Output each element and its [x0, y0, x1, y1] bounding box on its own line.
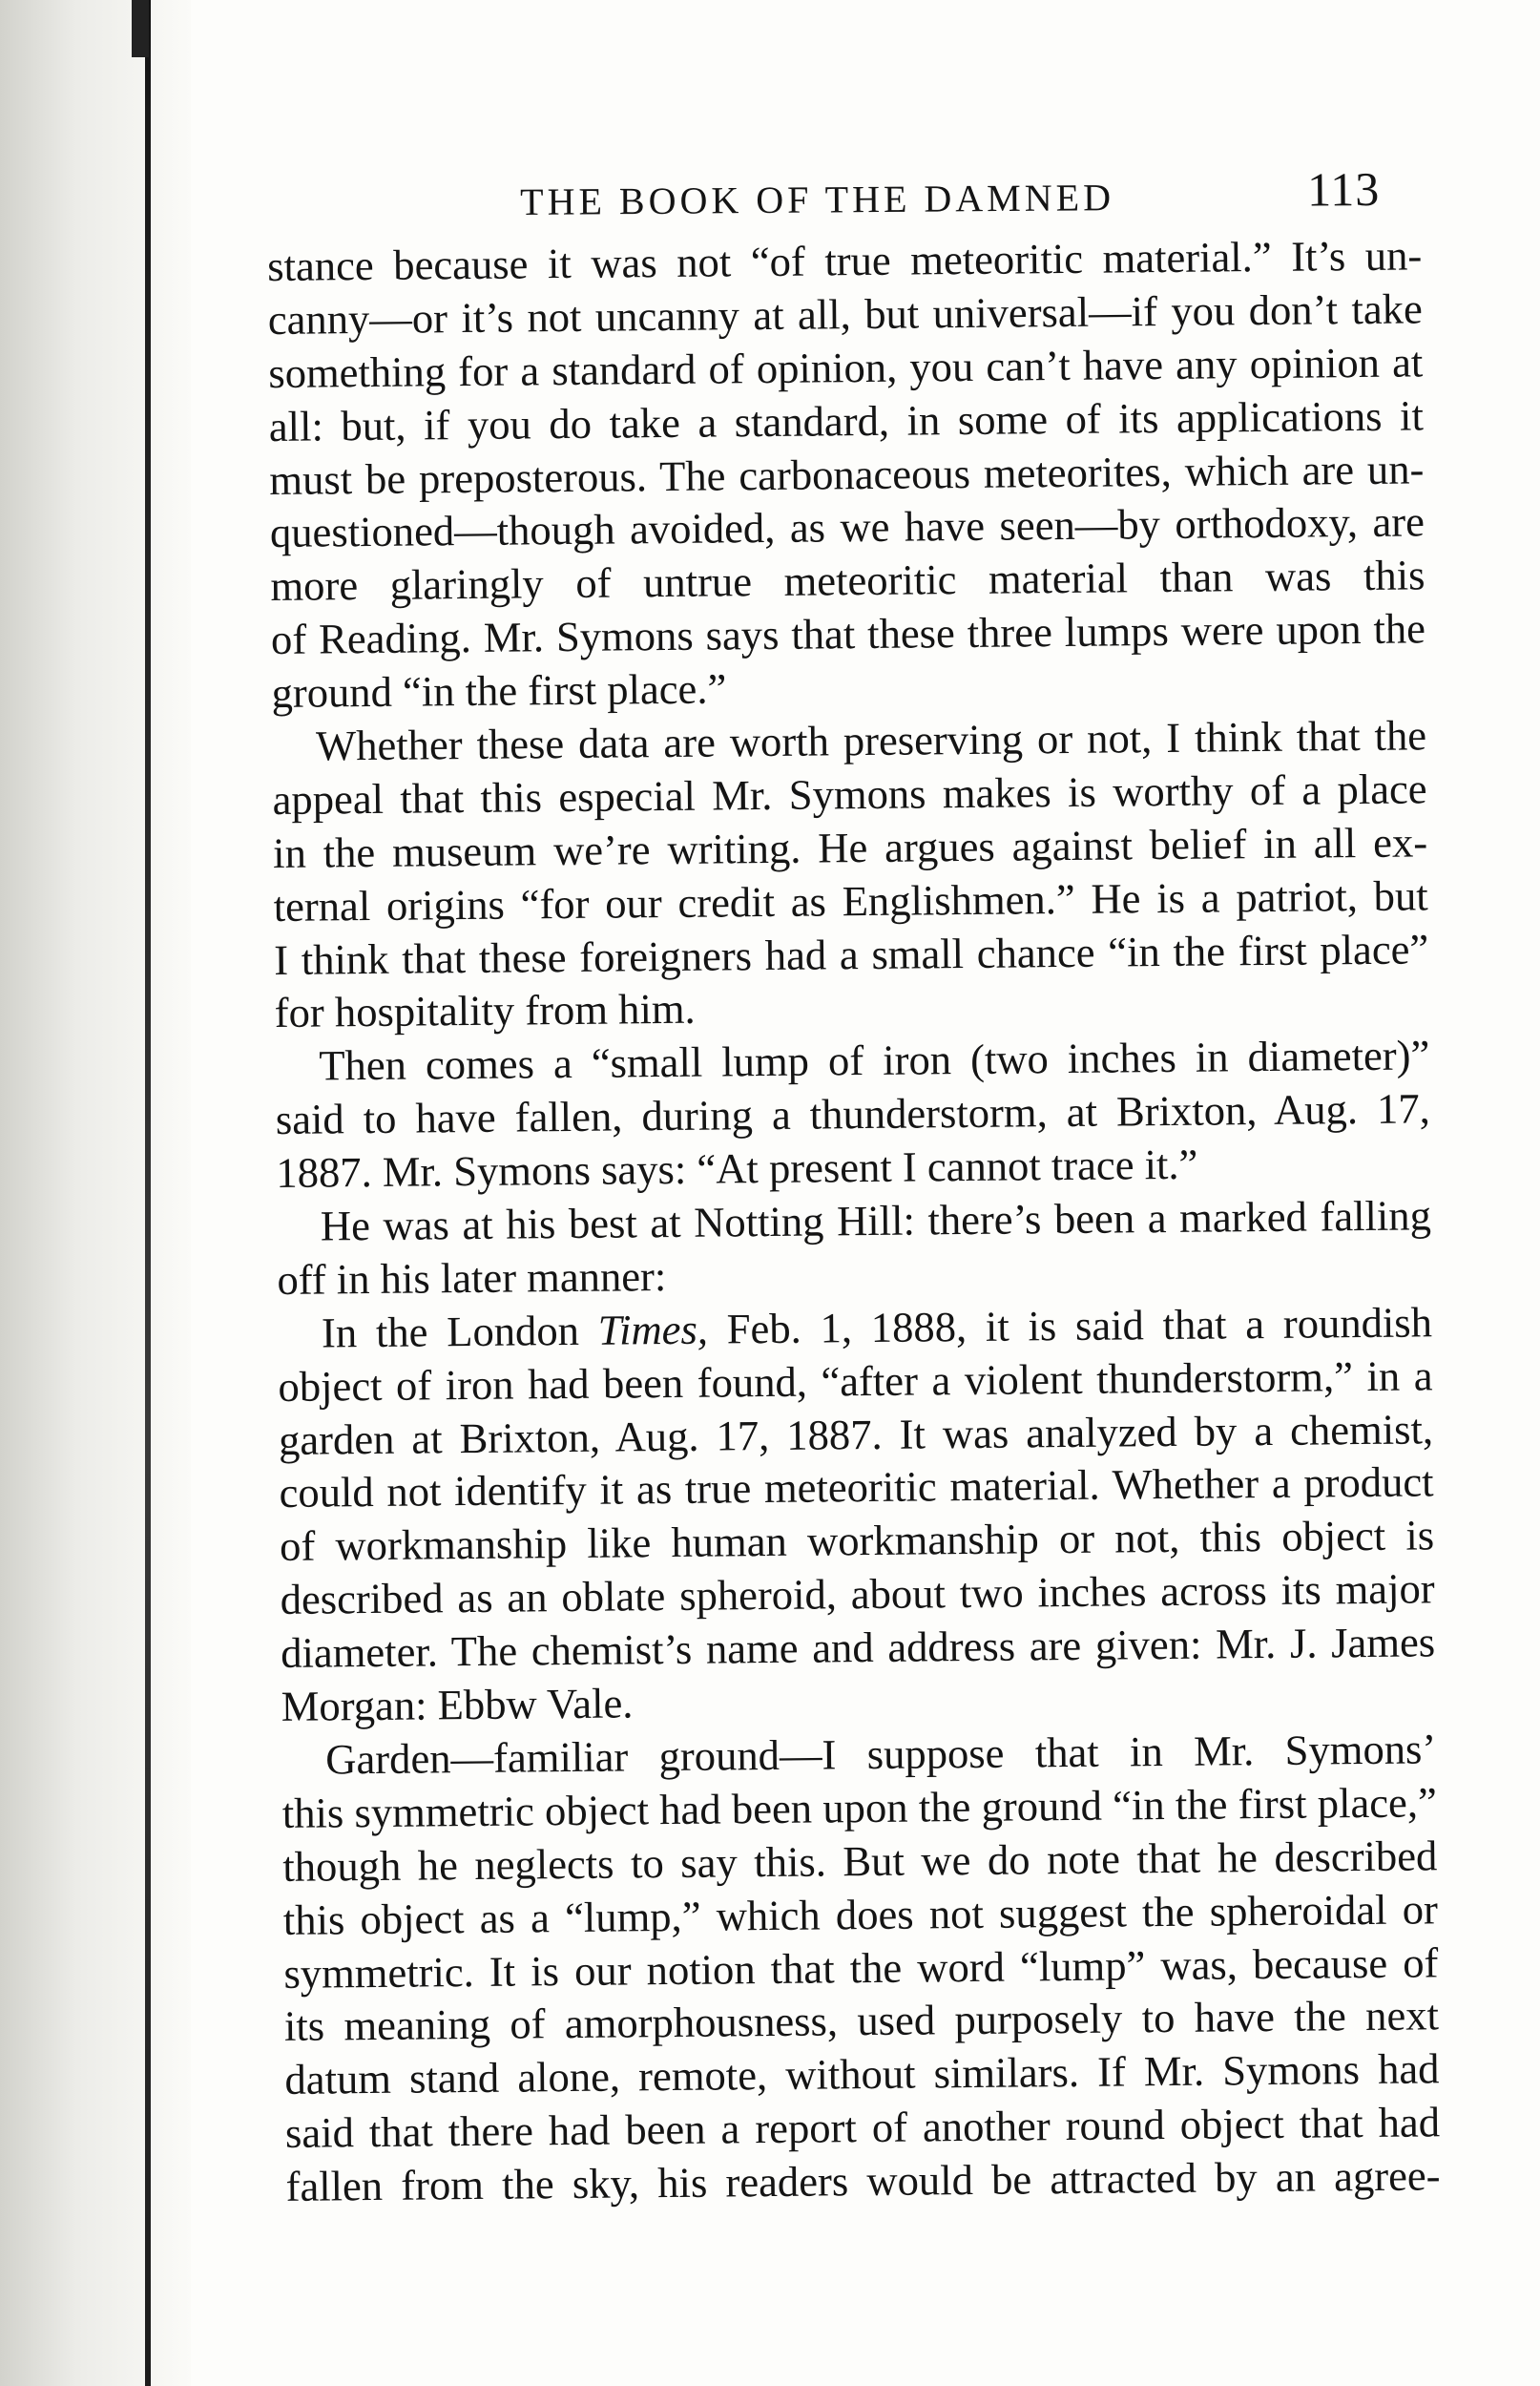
text-line: Morgan: Ebbw Vale. — [281, 1679, 634, 1730]
text-line: questioned—though avoided, as we have seen—by orthodoxy, are — [269, 497, 1426, 557]
binding-edge — [145, 0, 151, 2386]
text-line: something for a standard of opinion, you can’t have any opinion at — [268, 338, 1424, 397]
text-line: could not identify it as true meteoritic material. Whether a product — [279, 1457, 1434, 1517]
text-line: though he neglects to say this. But we do note that he described — [282, 1831, 1438, 1891]
text-line: said to have fallen, during a thunderstorm, at Brixton, Aug. 17, — [275, 1084, 1431, 1144]
text-line: garden at Brixton, Aug. 17, 1887. It was analyzed by a chemist, — [278, 1404, 1434, 1464]
text-line: off in his later manner: — [277, 1251, 667, 1304]
text-line: this object as a “lump,” which does not suggest the spheroidal or — [282, 1884, 1439, 1944]
text-line: stance because it was not “of true meteoritic material.” It’s un- — [267, 231, 1423, 290]
text-line: this symmetric object had been upon the ground “in the first place,” — [281, 1778, 1438, 1837]
text-segment: In the London — [321, 1306, 598, 1357]
text-line: of Reading. Mr. Symons says that these three lumps were upon the — [270, 604, 1426, 664]
running-title: THE BOOK OF THE DAMNED — [520, 176, 1115, 223]
text-segment: Feb. 1, 1888, it is said that a roundish — [707, 1298, 1433, 1353]
text-line: Whether these data are worth preserving or not, I think that the — [315, 711, 1427, 770]
text-line: I think that these foreigners had a small chance “in the first place” — [273, 924, 1429, 984]
binding-shadow — [0, 0, 191, 2386]
text-line: ground “in the first place.” — [271, 664, 727, 718]
text-line: symmetric. It is our notion that the word “lump” was, because of — [283, 1937, 1439, 1998]
text-line: its meaning of amorphousness, used purposely to have the next — [283, 1991, 1440, 2051]
text-line: described as an oblate spheroid, about two inches across its major — [280, 1564, 1435, 1624]
text-line: more glaringly of untrue meteoritic material than was this — [270, 551, 1426, 611]
text-line: diameter. The chemist’s name and address are given: Mr. J. James — [280, 1618, 1436, 1678]
text-line: for hospitality from him. — [274, 985, 696, 1037]
text-line: Garden—familiar ground—I suppose that in Mr. Symons’ — [325, 1725, 1437, 1784]
text-line: in the museum we’re writing. He argues against belief in all ex- — [272, 818, 1428, 877]
text-line: canny—or it’s not uncanny at all, but universal—if you don’t take — [267, 284, 1423, 344]
text-line: He was at his best at Notting Hill: there’s been a marked falling — [320, 1191, 1432, 1250]
text-line: appeal that this especial Mr. Symons makes is worthy of a place — [272, 764, 1427, 824]
italic-newspaper-title: Times, — [597, 1305, 709, 1354]
text-line: datum stand alone, remote, without similars. If Mr. Symons had — [284, 2044, 1440, 2104]
binding-mark — [132, 0, 149, 57]
text-line: ternal origins “for our credit as Englishmen.” He is a patriot, but — [273, 871, 1428, 931]
text-line: 1887. Mr. Symons says: “At present I cannot trace it.” — [276, 1140, 1198, 1198]
text-line: of workmanship like human workmanship or not, this object is — [279, 1511, 1435, 1571]
page-number: 113 — [1306, 161, 1381, 217]
text-line: Then comes a “small lump of iron (two inches in diameter)” — [319, 1031, 1430, 1090]
text-line: must be preposterous. The carbonaceous meteorites, which are un- — [269, 444, 1425, 504]
page-header — [520, 161, 1426, 237]
text-line: said that there had been a report of another round object that had — [284, 2098, 1441, 2158]
text-line: fallen from the sky, his readers would be attracted by an agree- — [285, 2151, 1441, 2210]
body-text — [267, 229, 1441, 2213]
text-line: object of iron had been found, “after a violent thunderstorm,” in a — [278, 1351, 1433, 1411]
text-line: all: but, if you do take a standard, in some of its applications it — [268, 391, 1425, 450]
